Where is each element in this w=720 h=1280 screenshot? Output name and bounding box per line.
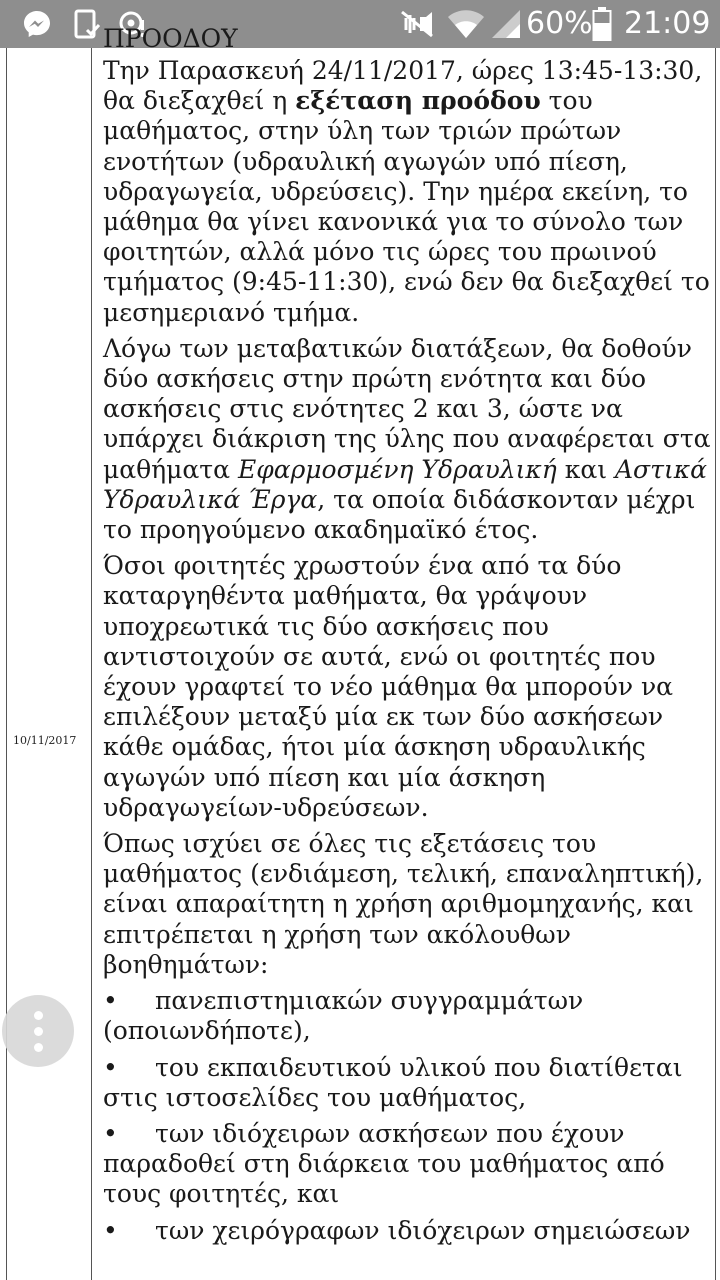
paragraph-students: Όσοι φοιτητές χρωστούν ένα από τα δύο καταργηθέντα μαθήματα, θα γράψουν υποχρεωτικά τις δύο ασκήσεις που αντιστοιχούν σε αυτά, ενώ οι φοιτητές που έχουν γραφτεί το νέο μάθημα θα μπορούν να επιλέξουν μεταξύ μία εκ των δύο ασκήσεων κάθε ομάδας, ήτοι μία άσκηση υδραυλικής αγωγών υπό πίεση και μία άσκηση υδραγωγείων-υδρεύσεων. <box>103 551 674 822</box>
announcements-table <box>6 24 716 1280</box>
battery-icon <box>590 0 614 48</box>
course-name-2: Αστικά Υδραυλικά Έργα <box>103 454 708 514</box>
battery-percent: 60% <box>526 6 593 41</box>
announcement-content <box>99 24 711 1280</box>
exam-highlight: εξέταση προόδου <box>295 86 541 116</box>
wifi-icon <box>446 0 486 48</box>
more-options-button[interactable] <box>2 995 74 1067</box>
list-item: • του εκπαιδευτικού υλικού που διατίθεται στις ιστοσελίδες του μαθήματος, <box>103 1052 683 1112</box>
paragraph-exam-info: Την Παρασκευή 24/11/2017, ώρες 13:45-13:30, θα διεξαχθεί η εξέταση προόδου του μαθήματος, στην ύλη των τριών πρώτων ενοτήτων (υδραυλική αγωγών υπό πίεση, υδραγωγεία, υδρεύσεις). Την ημέρα εκείνη, το μάθημα θα γίνει κανονικά για το σύνολο των φοιτητών, αλλά μόνο τις ώρες του πρωινού τμήματος (9:45-11:30), ενώ δεν θα διεξαχθεί το μεσημεριανό τμήμα. <box>103 56 710 327</box>
signal-icon <box>486 0 524 48</box>
more-vert-icon <box>34 1011 43 1020</box>
mute-icon <box>396 0 438 48</box>
previous-text-fragment: ΠΡΟΟΔΟΥ <box>103 24 238 53</box>
list-item: • των ιδιόχειρων ασκήσεων που έχουν παραδοθεί στη διάρκεια του μαθήματος από τους φοιτητές, και <box>103 1118 665 1209</box>
list-item: • των χειρόγραφων ιδιόχειρων σημειώσεων <box>103 1215 691 1245</box>
announcement-date: 10/11/2017 <box>13 734 77 747</box>
paragraph-aids: Όπως ισχύει σε όλες τις εξετάσεις του μαθήματος (ενδιάμεση, τελική, επαναληπτική), είναι απαραίτητη η χρήση αριθμομηχανής, και επιτρέπεται η χρήση των ακόλουθων βοηθημάτων: <box>103 829 704 979</box>
date-cell <box>7 48 92 1280</box>
paragraph-transitional: Λόγω των μεταβατικών διατάξεων, θα δοθούν δύο ασκήσεις στην πρώτη ενότητα και δύο ασκήσεις στις ενότητες 2 και 3, ώστε να υπάρχει διάκριση της ύλης που αναφέρεται στα μαθήματα Εφαρμοσμένη Υδραυλική και Αστικά Υδραυλικά Έργα, τα οποία διδάσκονταν μέχρι το προηγούμενο ακαδημαϊκό έτος. <box>103 333 711 545</box>
device-check-icon <box>70 0 104 48</box>
clock: 21:09 <box>624 6 711 41</box>
course-name-1: Εφαρμοσμένη Υδραυλική <box>237 454 557 484</box>
messenger-icon <box>18 0 56 48</box>
list-item: • πανεπιστημιακών συγγραμμάτων (οποιωνδήποτε), <box>103 986 584 1046</box>
